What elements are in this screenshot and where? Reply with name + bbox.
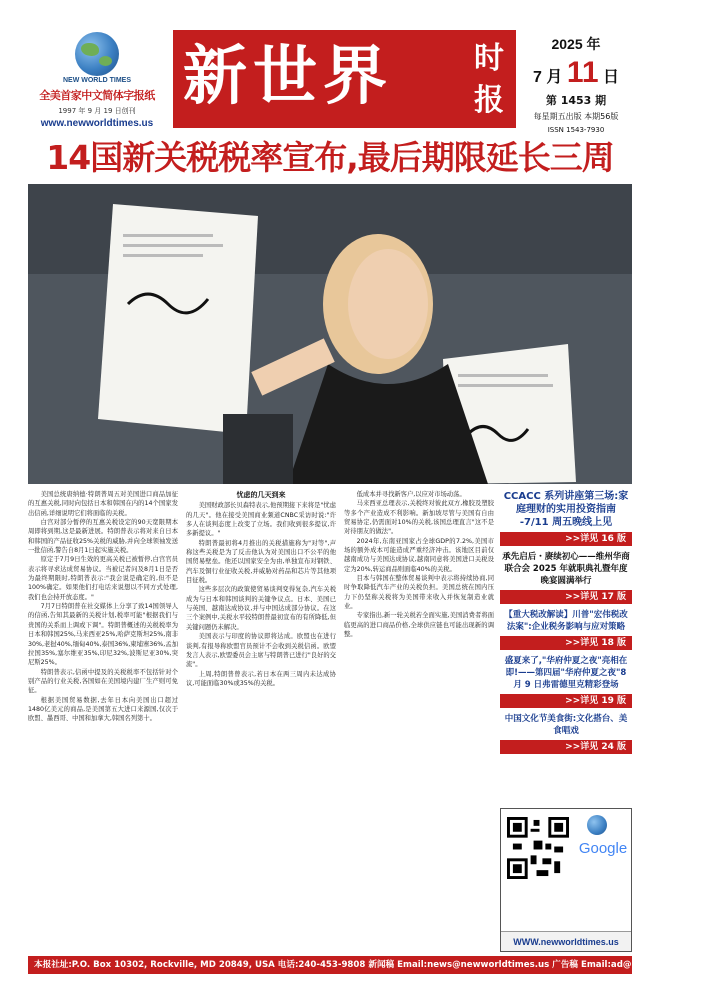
title-side-char: 报 xyxy=(474,83,504,118)
publish-note: 每星期五出版 本期56版 xyxy=(533,112,619,121)
article-column-2 xyxy=(186,490,336,952)
newspaper-title-side xyxy=(470,38,508,122)
issn: ISSN 1543-7930 xyxy=(547,126,605,134)
qr-code-panel xyxy=(500,808,632,952)
lead-photo xyxy=(28,184,632,484)
issue-number: 第 1453 期 xyxy=(545,94,607,107)
article-paragraph: 专家指出,新一轮关税若全面实施,美国消费者将面临更高的进口商品价格,全球供应链也可能出现新的调整。 xyxy=(344,612,494,639)
sidebar-page-tag[interactable]: >>详见 24 版 xyxy=(500,740,632,754)
issue-day-suffix: 日 xyxy=(602,69,619,86)
brand-block xyxy=(28,30,166,128)
sidebar-page-tag[interactable]: >>详见 19 版 xyxy=(500,694,632,708)
sidebar-item[interactable] xyxy=(500,551,632,587)
footer-contact-bar: 本报社址:P.O. Box 10302, Rockville, MD 20849, USA 电话:240-453-9808 新闻稿 Email:news@newworldtimes.us 广告稿 Email:ad@newworldtimes.us xyxy=(28,956,632,974)
sidebar-item-title: 中国文化节美食街:文化搭台、美食唱戏 xyxy=(504,714,628,736)
article-paragraph: 原定于7月9日生效的更高关税已被暂停,白宫官员表示将寻求达成贸易协议。当被记者问及8月1日是否为最终期限时,特朗普表示:"我会说是确定的,但不是100%确定。如果他们打电话来说想以不同方式处理,我们也会持开放态度。" xyxy=(28,556,178,601)
founding-date: 1997 年 9 月 19 日创刊 xyxy=(58,107,136,115)
main-headline[interactable]: 14国新关税税率宣布,最后期限延长三周 xyxy=(46,138,614,177)
website-url[interactable]: www.newworldtimes.us xyxy=(40,118,154,129)
article-column-1 xyxy=(28,490,178,952)
globe-logo-icon xyxy=(75,32,119,76)
google-logo-text: Google xyxy=(578,840,628,857)
sidebar-page-tag[interactable]: >>详见 16 版 xyxy=(500,532,632,546)
article-subheading: 忧虑的几天到来 xyxy=(236,491,286,499)
article-paragraph: 美国财政部长贝森特表示,他预期接下来将是"忧虑的几天"。他在接受美国商业频道CNBC采访时说:"许多人在谈判态度上改变了立场。我们收到很多提议,许多新提议。" xyxy=(186,502,336,538)
title-side-char: 时 xyxy=(474,41,504,76)
qr-website-url[interactable]: WWW.newworldtimes.us xyxy=(501,931,631,951)
article-paragraph: 马来西亚总理表示,关税终对彼此双方,橡胶及塑胶等多个产业造成不利影响。新加坡尽管与美国有自由贸易协定,仍需面对10%的关税,该国总理直言"这不是对待朋友的做法"。 xyxy=(344,500,494,536)
masthead xyxy=(28,30,632,134)
article-paragraph: 上周,特朗普曾表示,若日本在两三周内未达成协议,可能面临30%或35%的关税。 xyxy=(186,670,336,687)
sidebar-item-title: CCACC 系列讲座第三场:家庭理财的实用投资指南 -7/11 周五晚线上见 xyxy=(503,491,629,528)
sidebar-item-title: 承先启后・赓续初心——维州华商联合会 2025 年就职典礼暨年度晚宴圆满举行 xyxy=(502,552,630,586)
article-paragraph: 7月7日特朗普在社交媒体上分享了致14国领导人的信函,告知其最新的关税计划,税率可能"根据我们与贵国的关系而上调或下调"。特朗普概述的关税税率为日本和韩国25%,马来西亚25%,哈萨克斯坦25%,南非30%,老挝40%,缅甸40%,泰国36%,柬埔寨36%,孟加拉国35%,塞尔维亚35%,印尼32%,波斯尼亚30%,突尼斯25%。 xyxy=(28,603,178,667)
sidebar-page-tag[interactable]: >>详见 18 版 xyxy=(500,636,632,650)
sidebar-item[interactable] xyxy=(500,713,632,737)
article-paragraph: 低成本并寻找新客户,以应对市场动荡。 xyxy=(356,491,466,498)
issue-date-block xyxy=(520,30,632,134)
issue-day: 11 xyxy=(566,56,599,89)
sidebar-page-tag[interactable]: >>详见 17 版 xyxy=(500,590,632,604)
brand-slogan: 全美首家中文简体字报纸 xyxy=(39,89,155,102)
issue-year: 2025 年 xyxy=(551,36,601,52)
article-paragraph: 2024年,东南亚国家占全球GDP的7.2%,美国市场的额外成本可能造成严重经济冲击。该地区目前仅越南成功与美国达成协议,越南同意将美国进口关税设定为20%,转运商品则面临40%的关税。 xyxy=(344,537,494,573)
globe-small-icon xyxy=(587,815,607,835)
article-paragraph: 特朗普表示,信函中提及的关税税率不包括针对个别产品的行业关税,各国如在美国境内建厂生产则可免征。 xyxy=(28,668,178,695)
google-logo xyxy=(575,839,631,859)
article-column-3 xyxy=(344,490,494,952)
sidebar-item-title: 盛夏来了,"华府仲夏之夜"亮相在即!——第四届"华府仲夏之夜"8 月 9 日弗雷德里克精彩登场 xyxy=(504,656,628,690)
lead-photo-illustration xyxy=(28,184,632,484)
article-paragraph: 美国总统唐纳德·特朗普周五对美国进口商品加征的互惠关税,同时向包括日本和韩国在内的14个国家发出信函,详细说明它们将面临的关税。 xyxy=(28,491,178,517)
newspaper-title: 新世界 xyxy=(183,39,393,114)
sidebar-item[interactable] xyxy=(500,609,632,633)
article-paragraph: 特朗普最初将4月推出的关税措施称为"对等",声称这些关税是为了反击他认为对美国出口不公平的他国贸易壁垒。他还以国家安全为由,单独宣布对钢铁、汽车及铜行业征收关税,并威胁对药品和芯片等其他项目征税。 xyxy=(186,539,336,585)
article-paragraph: 根据美国贸易数据,去年日本向美国出口超过1480亿美元的商品,是美国第五大进口来源国,仅次于欧盟、墨西哥、中国和加拿大,韩国名列第十。 xyxy=(28,696,178,723)
article-paragraph: 目本与韩国在整体贸易谈判中表示将持续协商,同时争取降低汽车产业的关税负担。美国总统在国内压力下仍坚称关税将为美国带来收入并恢复制造业就业。 xyxy=(344,575,494,611)
brand-english-name: NEW WORLD TIMES xyxy=(62,77,132,84)
article-paragraph: 这些多层次的政策使贸易谈判变得复杂,汽车关税成为与日本和韩国谈判的关键争议点。日本、美国已与英国、越南达成协议,并与中国达成部分协议。在这三个案例中,关税水平较特朗普最初宣布的有所降低,但关键问题仍未解决。 xyxy=(186,586,336,631)
signed-letter-left xyxy=(98,204,258,434)
sidebar-item[interactable] xyxy=(500,490,632,529)
main-article xyxy=(28,490,494,952)
qr-code-icon[interactable] xyxy=(507,817,569,879)
sidebar-item[interactable] xyxy=(500,655,632,691)
sidebar-index xyxy=(500,490,632,952)
article-paragraph: 美国表示与印度的协议即将达成。欧盟也在进行谈判,有报导称欧盟官员预计不会收到关税信函。欧盟发言人表示,欧盟委员会主席与特朗普已进行"良好的交流"。 xyxy=(186,633,336,669)
issue-month: 7 月 xyxy=(533,69,563,86)
article-paragraph: 白宫对部分暂停的互惠关税设定的90天宽限期本周即将到期,这是最新进展。特朗普表示将对来自日本和韩国的产品征收25%关税的威胁,并向全球领袖发送一批信函,警告自8月1日起实施关税。 xyxy=(28,519,178,555)
newspaper-title-box xyxy=(173,30,516,128)
sidebar-item-title: 【重大税改解读】川普"宏伟税改法案":企业税务影响与应对策略 xyxy=(504,610,628,632)
issue-month-day xyxy=(520,56,632,90)
